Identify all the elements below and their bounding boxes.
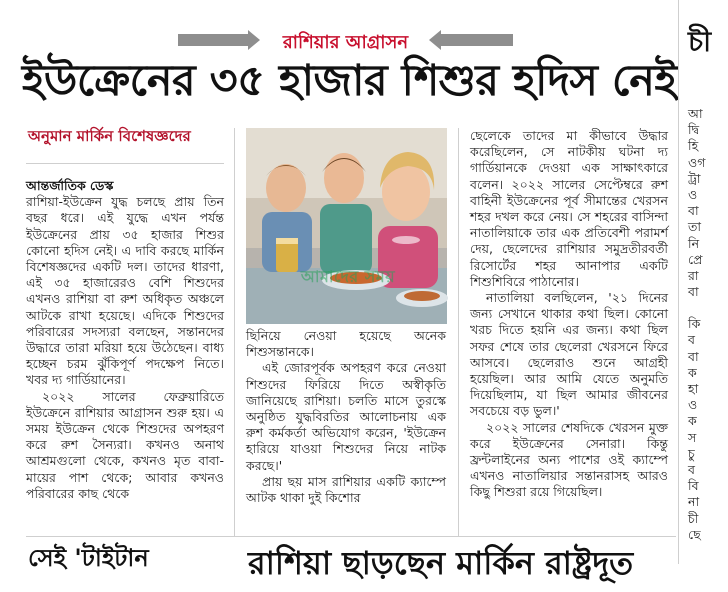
subhead-rule xyxy=(26,163,224,164)
paragraph: এই জোরপূর্বক অপহরণ করে নেওয়া শিশুদের ফিরিয়ে দিতে অস্বীকৃতি জানিয়েছে রাশিয়া। চলতি মাসে তুরস্কে অনুষ্ঠিত যুদ্ধবিরতির আলোচনায় এক রুশ কর্মকর্তা অভিযোগ করেন, 'ইউক্রেন হারিয়ে যাওয়া শিশুদের নিয়ে নাটক করছে।' xyxy=(246,360,446,473)
teaser-headline-main: রাশিয়া ছাড়ছেন মার্কিন রাষ্ট্রদূত xyxy=(248,544,634,582)
edge-line: আ xyxy=(688,106,703,121)
edge-line: ব xyxy=(688,461,695,477)
next-article-headline: চী xyxy=(688,25,712,58)
article-column-3 xyxy=(470,128,668,501)
paragraph: প্রায় ছয় মাস রাশিয়ার একটি ক্যাম্পে আটক থাকা দুই কিশোর xyxy=(246,473,446,506)
edge-line: ট্রা xyxy=(688,170,701,186)
paragraph: নাতালিয়া বলছিলেন, '২১ দিনের জন্য সেখানে থাকার কথা ছিল। কোনো খরচ দিতে হয়নি এর জন্য। কথা ছিল সফর শেষে তার ছেলেরা খেরসনে ফিরে আসবে। ছেলেরাও শুনে আগ্রহী হয়েছিল। আর আমি যেতে অনুমতি দিয়েছিলাম, যা ছিল আমার জীবনের সবচেয়ে বড় ভুল।' xyxy=(470,290,668,419)
article-photo xyxy=(246,128,447,324)
kicker-arrow-left-icon xyxy=(429,30,441,50)
kicker-bar-left xyxy=(178,34,248,46)
edge-line: প্রে xyxy=(688,251,703,267)
edge-line: ক xyxy=(688,364,697,380)
children-eating-image xyxy=(246,128,447,324)
edge-line: কি xyxy=(688,316,701,332)
watermark: আমাদের সময় xyxy=(300,267,396,286)
paragraph: ছিনিয়ে নেওয়া হয়েছে অনেক শিশুসন্তানকে। xyxy=(246,328,446,360)
kicker-label: রাশিয়ার আগ্রাসন xyxy=(282,32,409,53)
next-article-column xyxy=(688,106,728,543)
article-bottom-rule xyxy=(26,536,676,537)
byline: আন্তর্জাতিক ডেস্ক xyxy=(26,178,114,193)
edge-line: ওগ xyxy=(688,154,706,170)
column-divider-1 xyxy=(234,128,235,536)
edge-line: হা xyxy=(688,381,699,396)
edge-line: বা xyxy=(688,203,699,219)
column-divider-2 xyxy=(458,128,459,536)
kicker-arrow-right-icon xyxy=(248,30,260,50)
kicker xyxy=(178,27,513,53)
paragraph: ২০২২ সালের ফেব্রুয়ারিতে ইউক্রেনে রাশিয়ার আগ্রাসন শুরু হয়। এ সময় ইউক্রেন থেকে শিশুদের অপহরণ করে রুশ সৈন্যরা। কখনও অনাথ আশ্রমগুলো থেকে, কখনও মৃত বাবা-মায়ের পাশ থেকে; আবার কখনও পরিবারের কাছ থেকে xyxy=(26,388,224,501)
edge-line: ব xyxy=(688,332,695,348)
headline: ইউক্রেনের ৩৫ হাজার শিশুর হদিস নেই xyxy=(22,56,677,106)
paragraph: ২০২২ সালের শেষদিকে খেরসন মুক্ত করে ইউক্রেনের সেনারা। কিন্তু ফ্রন্টলাইনের অন্য পাশের ওই ক্যাম্পে এখনও নাতালিয়ার সন্তানরাসহ আরও কিছু শিশুরা রয়ে গিয়েছিল। xyxy=(470,419,668,500)
edge-line: তা xyxy=(688,219,702,235)
edge-line: বি xyxy=(688,478,699,494)
edge-line: নি xyxy=(688,235,700,251)
edge-line xyxy=(688,300,728,316)
edge-line: হি xyxy=(688,138,699,154)
edge-line: চু xyxy=(688,445,695,461)
paragraph: রাশিয়া-ইউক্রেন যুদ্ধ চলছে প্রায় তিন বছর ধরে। এই যুদ্ধে এখন পর্যন্ত ইউক্রেনের প্রায় ৩৫ হাজার শিশুর কোনো হদিস নেই। এ দাবি করছে মার্কিন বিশেষজ্ঞদের একটি দল। তাদের ধারণা, এই ৩৫ হাজারেরও বেশি শিশুদের এখনও রাশিয়া বা রুশ অধিকৃত অঞ্চলে আটকে রাখা হয়েছে। এদিকে শিশুদের পরিবারের সদস্যরা বলছেন, সন্তানদের উদ্ধারে তারা মরিয়া হয়ে উঠেছেন। বাধ্য হচ্ছেন চরম ঝুঁকিপূর্ণ পদক্ষেপ নিতে। খবর দ্য গার্ডিয়ানের। xyxy=(26,194,224,388)
edge-line: ও xyxy=(688,186,698,202)
edge-line: চী xyxy=(688,510,699,526)
page-edge-divider xyxy=(678,0,679,564)
paragraph: ছেলেকে তাদের মা কীভাবে উদ্ধার করেছিলেন, সে নাটকীয় ঘটনা দ্য গার্ডিয়ানকে দেওয়া এক সাক্ষাৎকারে বলেন। ২০২২ সালের সেপ্টেম্বরে রুশ বাহিনী ইউক্রেনের পূর্ব সীমান্তের খেরসন শহর দখল করে নেয়। সে শহরের বাসিন্দা নাতালিয়াকে তার এক প্রতিবেশী পরামর্শ দেয়, ছেলেদের রাশিয়ার সমুদ্রতীরবর্তী রিসোর্টের শহর আনাপার একটি শিশুশিবিরে পাঠানোর। xyxy=(470,128,668,289)
article-column-1 xyxy=(26,178,224,502)
edge-line: বা xyxy=(688,284,699,300)
teaser-headline-left: সেই 'টাইটান xyxy=(28,544,149,572)
edge-line: বা xyxy=(688,348,699,364)
edge-line: ক xyxy=(688,413,697,429)
article-column-2 xyxy=(246,328,446,506)
edge-line: ও xyxy=(688,397,698,413)
subhead: অনুমান মার্কিন বিশেষজ্ঞদের xyxy=(28,127,191,145)
edge-line: না xyxy=(688,494,700,510)
edge-line: দ্বি xyxy=(688,122,700,138)
edge-line: স xyxy=(688,429,697,445)
edge-line: রা xyxy=(688,267,699,283)
edge-line: ছে xyxy=(688,526,701,542)
kicker-bar-right xyxy=(441,34,513,46)
